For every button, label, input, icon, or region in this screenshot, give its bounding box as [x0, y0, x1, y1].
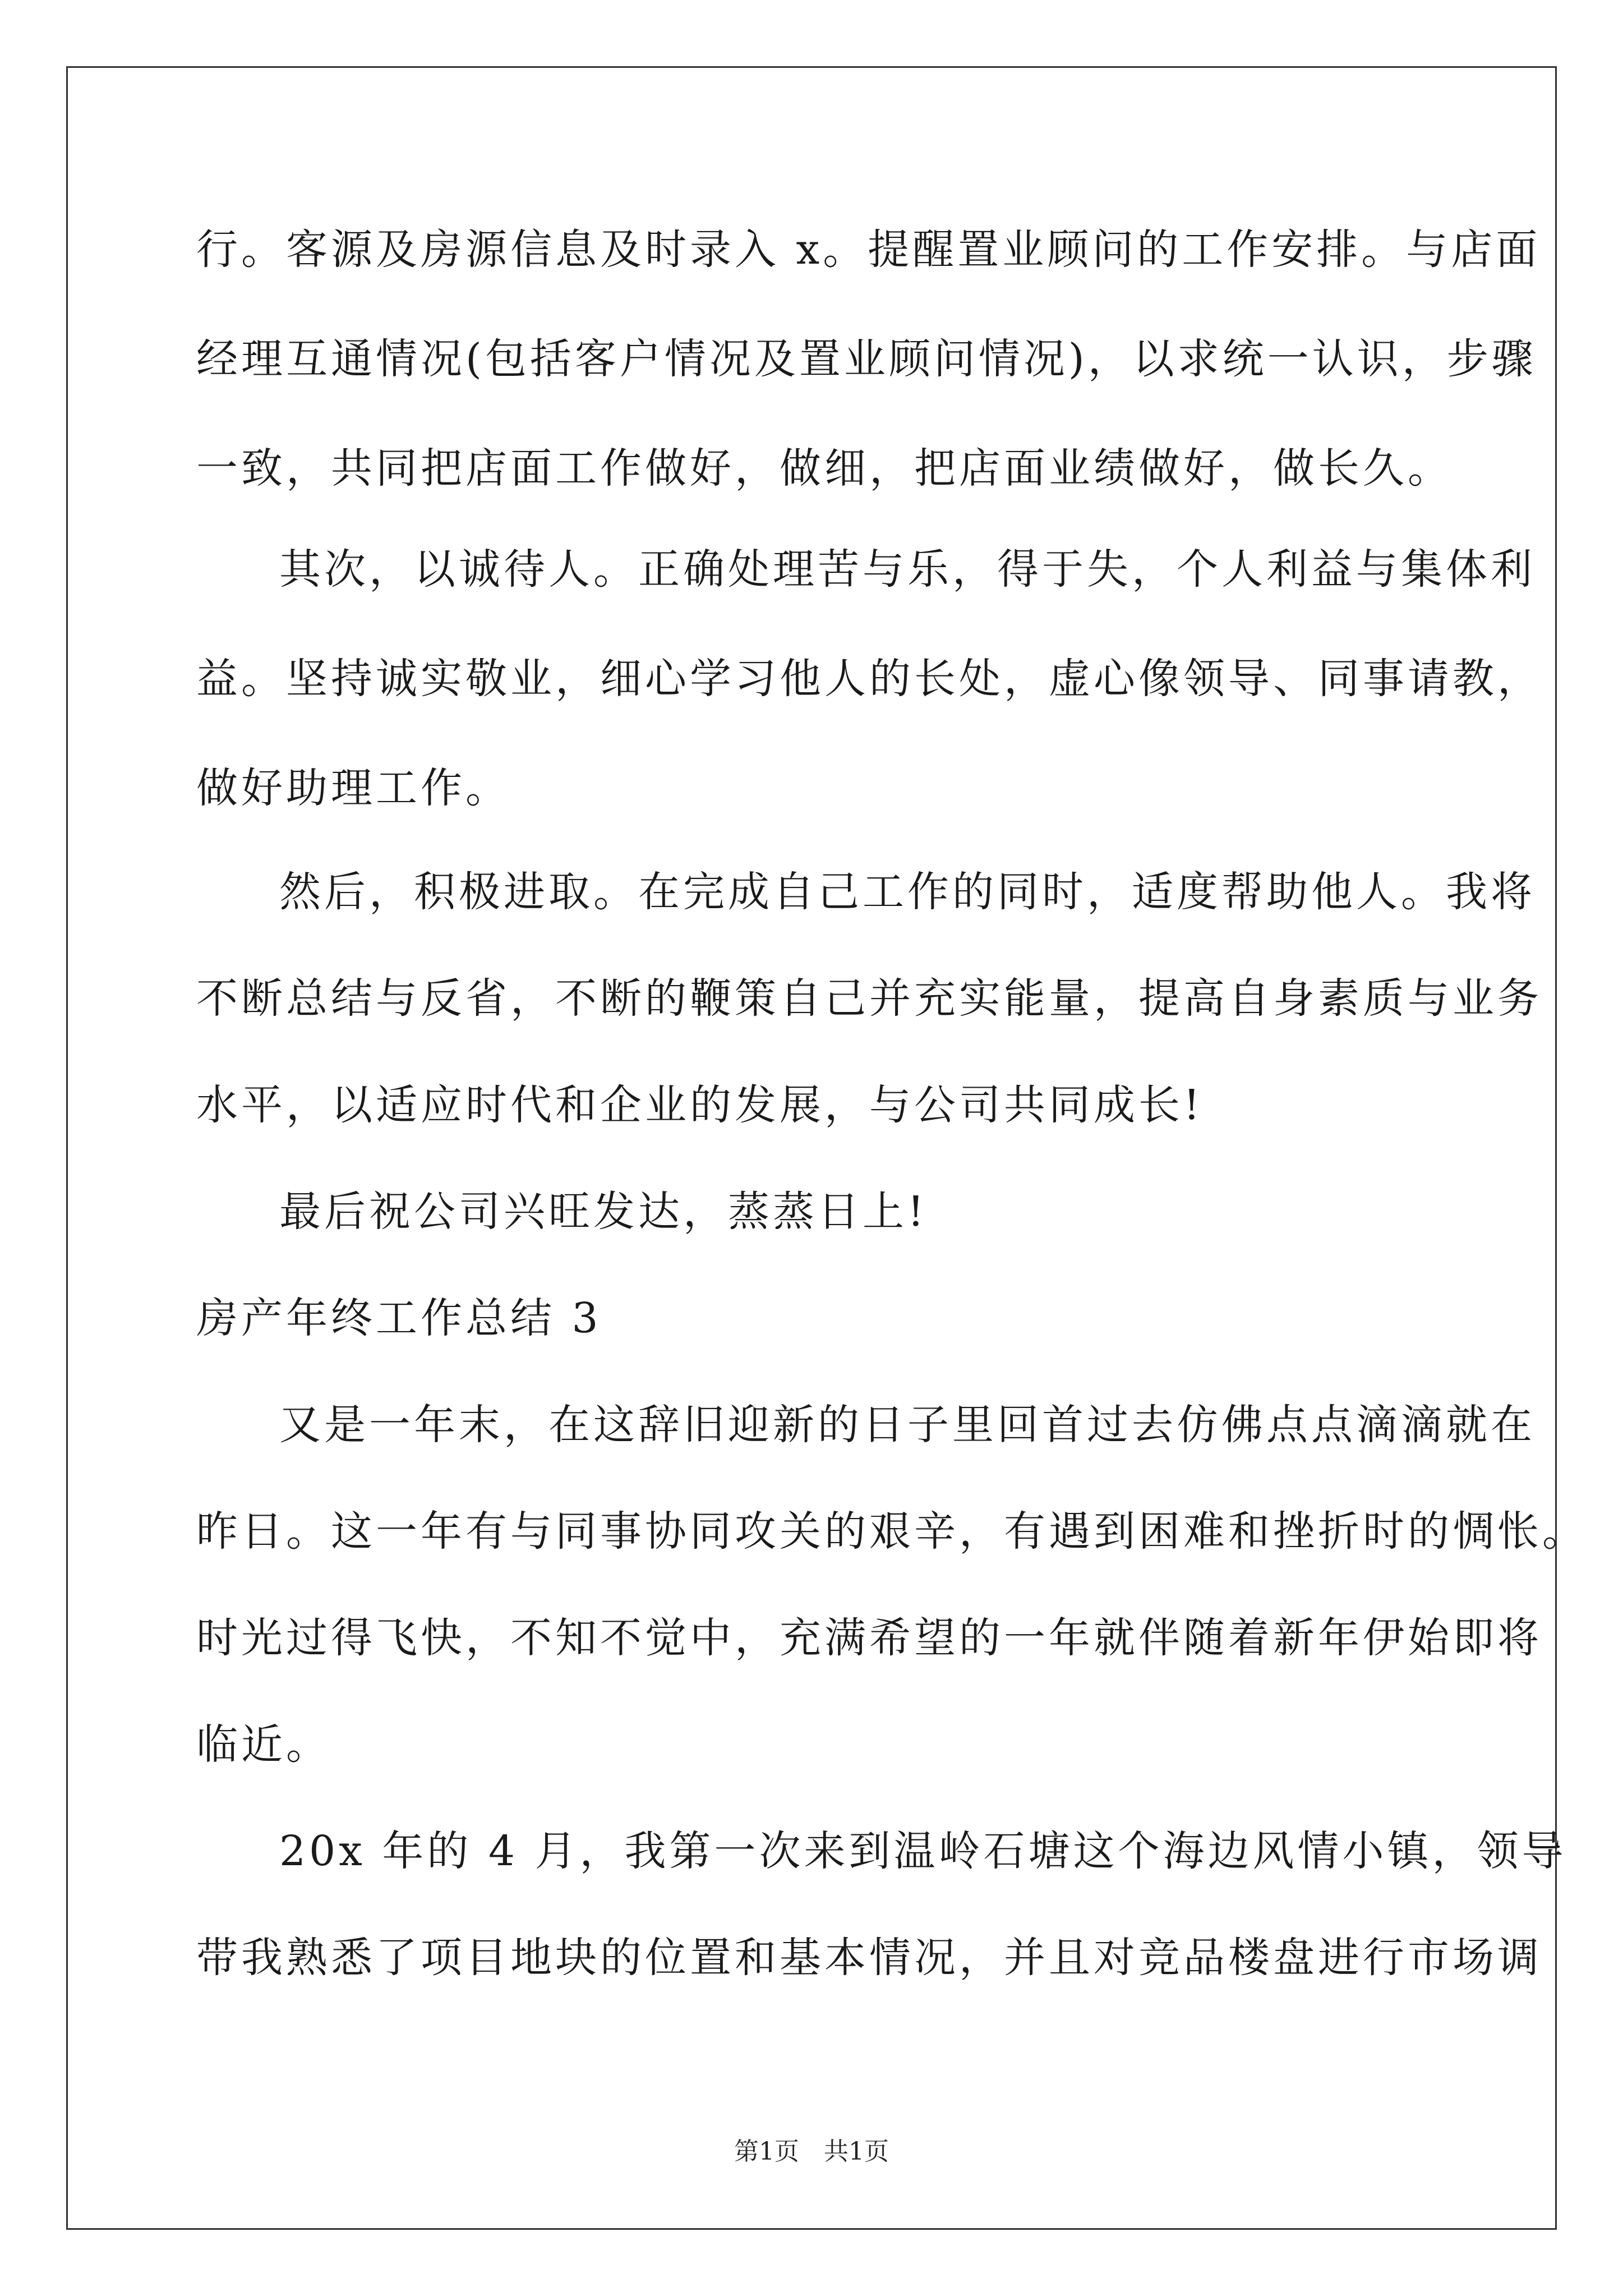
text-line: 带我熟悉了项目地块的位置和基本情况，并且对竞品楼盘进行市场调 — [196, 1934, 1542, 1982]
text-line: 不断总结与反省，不断的鞭策自己并充实能量，提高自身素质与业务 — [196, 974, 1542, 1023]
text-line: 做好助理工作。 — [196, 764, 510, 812]
text-line: 益。坚持诚实敬业，细心学习他人的长处，虚心像领导、同事请教， — [196, 655, 1542, 703]
section-heading: 房产年终工作总结 3 — [196, 1294, 602, 1342]
text-line: 一致，共同把店面工作做好，做细，把店面业绩做好，做长久。 — [196, 444, 1453, 493]
text-line: 行。客源及房源信息及时录入 x。提醒置业顾问的工作安排。与店面 — [196, 226, 1541, 274]
page-border — [66, 66, 1557, 2230]
paragraph-start: 又是一年末，在这辞旧迎新的日子里回首过去仿佛点点滴滴就在 — [279, 1401, 1536, 1449]
paragraph-start: 其次，以诚待人。正确处理苦与乐，得于失，个人利益与集体利 — [279, 545, 1536, 593]
text-line: 昨日。这一年有与同事协同攻关的艰辛，有遇到困难和挫折时的惆怅。 — [196, 1507, 1587, 1556]
text-line: 时光过得飞快，不知不觉中，充满希望的一年就伴随着新年伊始即将 — [196, 1614, 1542, 1662]
text-line: 水平，以适应时代和企业的发展，与公司共同成长! — [196, 1081, 1204, 1129]
paragraph-start: 20x 年的 4 月，我第一次来到温岭石塘这个海边风情小镇，领导 — [279, 1827, 1567, 1875]
paragraph-start: 最后祝公司兴旺发达，蒸蒸日上! — [279, 1188, 928, 1236]
paragraph-start: 然后，积极进取。在完成自己工作的同时，适度帮助他人。我将 — [279, 868, 1536, 916]
text-line: 经理互通情况(包括客户情况及置业顾问情况)，以求统一认识，步骤 — [196, 335, 1537, 383]
page-footer: 第1页 共1页 — [734, 2137, 889, 2166]
text-line: 临近。 — [196, 1720, 331, 1769]
